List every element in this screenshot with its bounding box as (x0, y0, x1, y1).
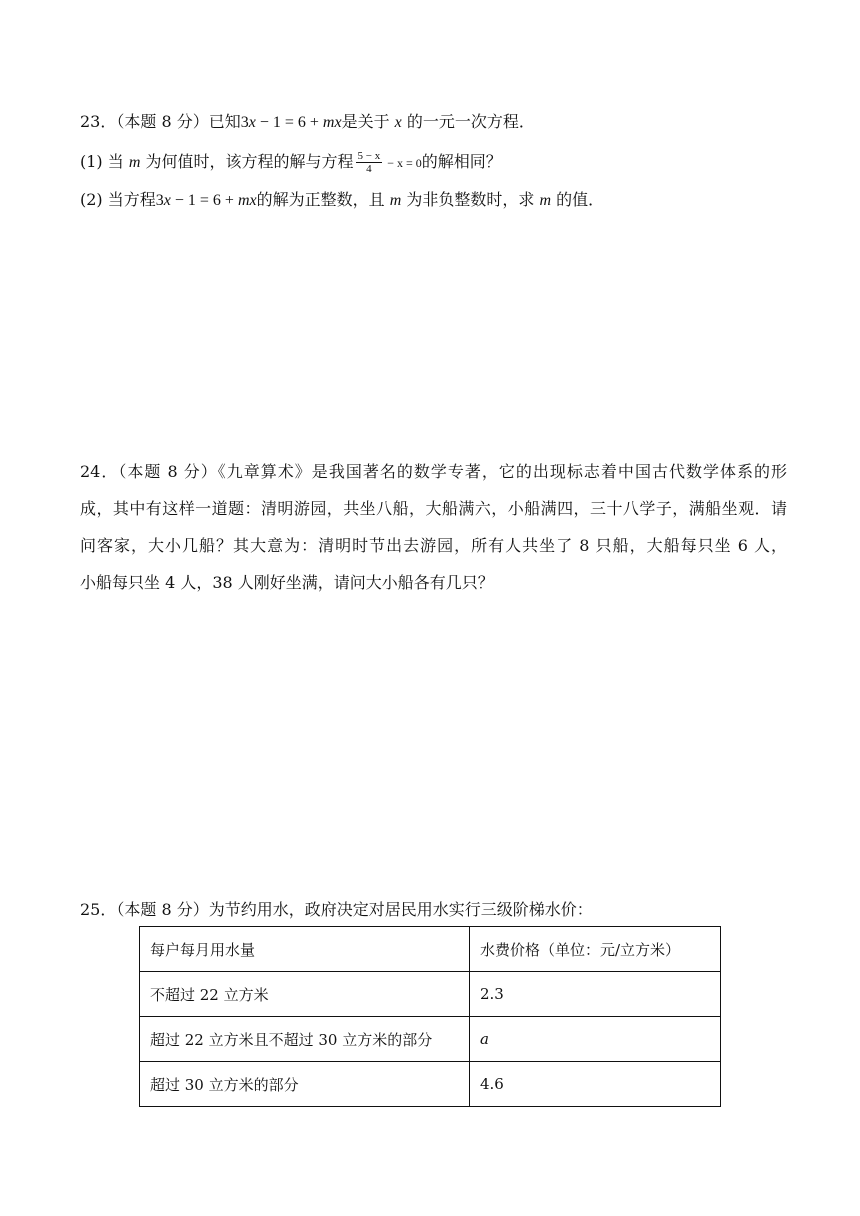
q24-line-2: 成，其中有这样一道题：清明游园，共坐八船，大船满六，小船满四，三十八学子，满船坐观．请 (80, 499, 787, 518)
table-row (140, 972, 721, 1017)
table-row (140, 1017, 721, 1062)
table-header-row (140, 927, 721, 972)
table-cell: 2.3 (470, 972, 721, 1017)
table-header-cell: 水费价格（单位：元/立方米） (470, 927, 721, 972)
table-cell: a (470, 1017, 721, 1062)
table-cell: 超过 30 立方米的部分 (140, 1062, 470, 1107)
q24-line-1: 24．（本题 8 分）《九章算术》是我国著名的数学专著，它的出现标志着中国古代数学体系的形 (80, 462, 787, 481)
table-cell: 不超过 22 立方米 (140, 972, 470, 1017)
table-cell: 4.6 (470, 1062, 721, 1107)
table-row (140, 1062, 721, 1107)
q23-statement: 23．（本题 8 分）已知3x − 1 = 6 + mx是关于 x 的一元一次方程． (80, 112, 535, 131)
q25-intro: 25．（本题 8 分）为节约用水，政府决定对居民用水实行三级阶梯水价： (80, 900, 593, 919)
table-header-cell: 每户每月用水量 (140, 927, 470, 972)
q23-fraction: $\frac{5 - x}{4}$ (357, 150, 381, 175)
table-cell: 超过 22 立方米且不超过 30 立方米的部分 (140, 1017, 470, 1062)
q23-part2: (2) 当方程3x − 1 = 6 + mx的解为正整数，且 m 为非负整数时，求 m 的值． (80, 190, 605, 209)
water-price-table (139, 926, 721, 1107)
q23-equation-2: 3x − 1 = 6 + mx (155, 192, 257, 209)
q23-part1: (1) 当 m 为何值时，该方程的解与方程 $\frac{5 - x}{4}$ − x = 0的解相同？ (80, 150, 502, 175)
q24-line-4: 小船每只坐 4 人，38 人刚好坐满，请问大小船各有几只？ (80, 573, 494, 592)
q24-line-3: 问客家，大小几船？其大意为：清明时节出去游园，所有人共坐了 8 只船，大船每只坐 6 人， (80, 536, 787, 555)
q23-equation: 3x − 1 = 6 + mx (240, 114, 342, 131)
